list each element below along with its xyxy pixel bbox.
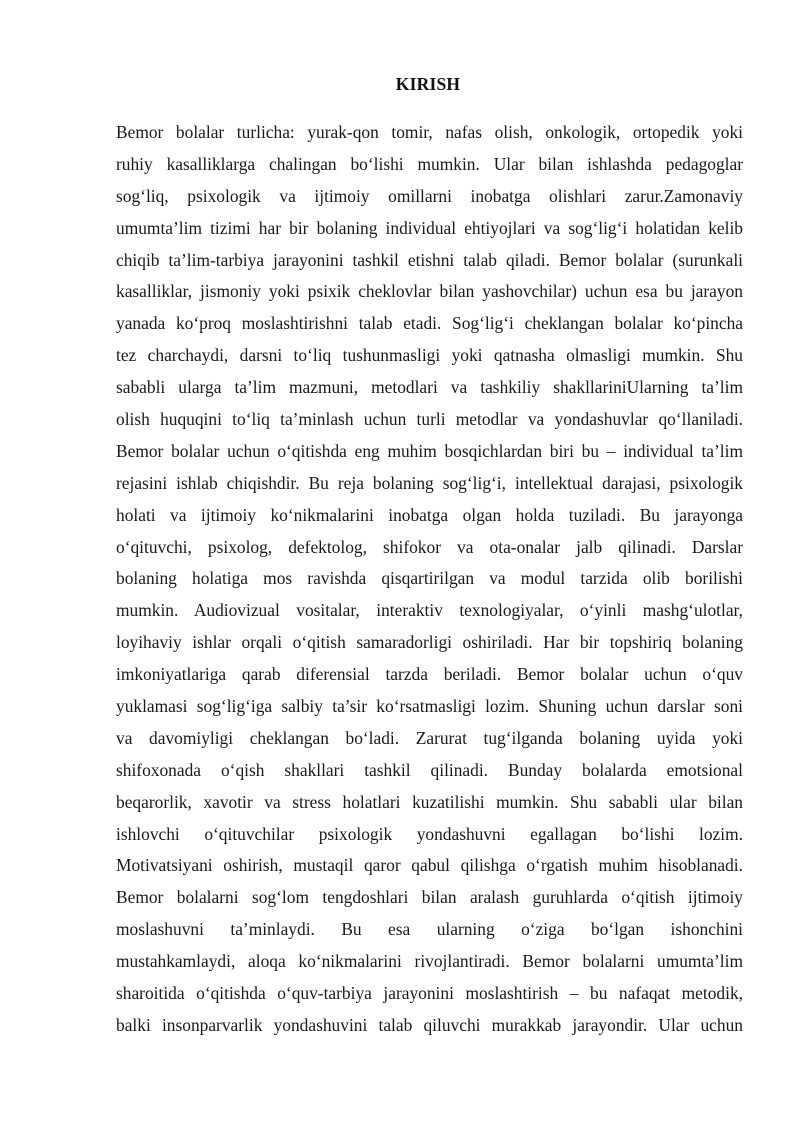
text-line: kasalliklar, jismoniy yoki psixik cheklovlar bilan yashovchilar) uchun esa bu jarayon <box>116 281 743 302</box>
body-paragraph <box>116 117 743 1042</box>
text-line: o‘qituvchi, psixolog, defektolog, shifokor va ota-onalar jalb qilinadi. Darslar <box>116 536 743 557</box>
text-line: mustahkamlaydi, aloqa ko‘nikmalarini rivojlantiradi. Bemor bolalarni umumta’lim <box>116 951 743 972</box>
text-line: loyihaviy ishlar orqali o‘qitish samaradorligi oshiriladi. Har bir topshiriq bolaning <box>116 632 743 653</box>
text-line: Motivatsiyani oshirish, mustaqil qaror qabul qilishga o‘rgatish muhim hisoblanadi. <box>116 855 743 876</box>
page-heading: KIRISH <box>395 74 461 94</box>
text-line: Bemor bolalar uchun o‘qitishda eng muhim bosqichlardan biri bu – individual ta’lim <box>116 440 743 461</box>
text-line: mumkin. Audiovizual vositalar, interaktiv texnologiyalar, o‘yinli mashg‘ulotlar, <box>116 600 743 621</box>
text-line: chiqib ta’lim-tarbiya jarayonini tashkil etishni talab qiladi. Bemor bolalar (surunkali <box>116 249 743 270</box>
text-line: sharoitida o‘qitishda o‘quv-tarbiya jarayonini moslashtirish – bu nafaqat metodik, <box>116 983 743 1004</box>
text-line: Bemor bolalarni sog‘lom tengdoshlari bilan aralash guruhlarda o‘qitish ijtimoiy <box>116 887 743 908</box>
text-line: balki insonparvarlik yondashuvini talab qiluvchi murakkab jarayondir. Ular uchun <box>116 1014 743 1035</box>
text-line: beqarorlik, xavotir va stress holatlari kuzatilishi mumkin. Shu sababli ular bilan <box>116 791 743 812</box>
text-line: Bemor bolalar turlicha: yurak-qon tomir, nafas olish, onkologik, ortopedik yoki <box>116 122 743 142</box>
text-line: shifoxonada o‘qish shakllari tashkil qilinadi. Bunday bolalarda emotsional <box>116 759 743 780</box>
text-line: tez charchaydi, darsni to‘liq tushunmasligi yoki qatnasha olmasligi mumkin. Shu <box>116 345 743 366</box>
text-line: olish huquqini to‘liq ta’minlash uchun turli metodlar va yondashuvlar qo‘llaniladi. <box>116 409 743 430</box>
text-line: bolaning holatiga mos ravishda qisqartirilgan va modul tarzida olib borilishi <box>116 568 743 589</box>
text-line: imkoniyatlariga qarab diferensial tarzda beriladi. Bemor bolalar uchun o‘quv <box>116 664 743 685</box>
text-line: moslashuvni ta’minlaydi. Bu esa ularning o‘ziga bo‘lgan ishonchini <box>116 919 743 940</box>
text-line: ishlovchi o‘qituvchilar psixologik yondashuvni egallagan bo‘lishi lozim. <box>116 823 743 844</box>
text-line: sababli ularga ta’lim mazmuni, metodlari va tashkiliy shakllariniUlarning ta’lim <box>116 377 743 398</box>
text-line: holati va ijtimoiy ko‘nikmalarini inobatga olgan holda tuziladi. Bu jarayonga <box>116 504 743 525</box>
text-line: yanada ko‘proq moslashtirishni talab etadi. Sog‘lig‘i cheklangan bolalar ko‘pincha <box>116 313 743 334</box>
text-line: sog‘liq, psixologik va ijtimoiy omillarni inobatga olishlari zarur.Zamonaviy <box>116 185 743 206</box>
text-line: yuklamasi sog‘lig‘iga salbiy ta’sir ko‘rsatmasligi lozim. Shuning uchun darslar soni <box>116 696 743 717</box>
text-line: va davomiyligi cheklangan bo‘ladi. Zarurat tug‘ilganda bolaning uyida yoki <box>116 727 743 748</box>
text-line: umumta’lim tizimi har bir bolaning individual ehtiyojlari va sog‘lig‘i holatidan kelib <box>116 217 743 238</box>
text-line: ruhiy kasalliklarga chalingan bo‘lishi mumkin. Ular bilan ishlashda pedagoglar <box>116 153 743 174</box>
text-line: rejasini ishlab chiqishdir. Bu reja bolaning sog‘lig‘i, intellektual darajasi, psixologik <box>116 472 743 493</box>
